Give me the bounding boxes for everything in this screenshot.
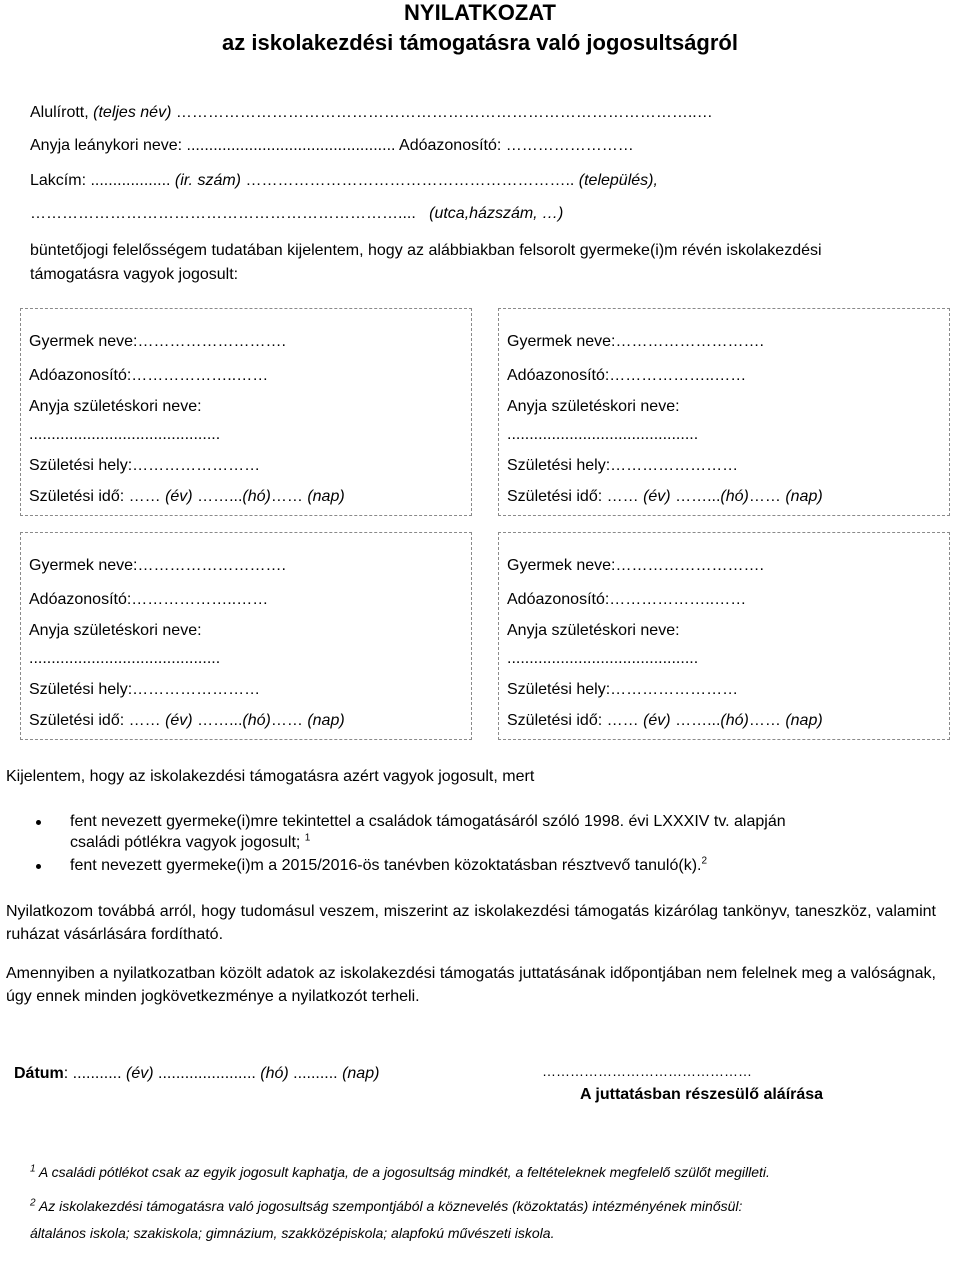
city-dots[interactable]: ……………………………………………………..: [245, 172, 575, 189]
date-month-hint: (hó): [255, 1065, 294, 1082]
child-name-row: [507, 557, 764, 575]
footnote-1-text: A családi pótlékot csak az egyik jogosult kaphatja, de a jogosultság mindkét, a feltételeknek megfelelő szülőt megilleti.: [35, 1164, 770, 1180]
date-colon: :: [63, 1065, 73, 1082]
child-day-dots[interactable]: ……: [748, 712, 781, 729]
child-name-dots[interactable]: :……………………….: [611, 333, 764, 350]
child-day-dots[interactable]: ……: [748, 488, 781, 505]
child-box-3: [20, 532, 472, 740]
address-line: [30, 172, 658, 190]
child-month-dots[interactable]: ……...: [197, 488, 243, 505]
street-dots[interactable]: ……………………………………………………………....: [30, 205, 416, 222]
reason-bullet2-text: fent nevezett gyermeke(i)m a 2015/2016-ös tanévben közoktatásban résztvevő tanuló(k).: [70, 857, 702, 874]
child-mother-dots[interactable]: ...........................................: [29, 426, 221, 443]
footnote-ref-1: 1: [304, 832, 311, 844]
child-birthplace-label: Születési hely:: [29, 457, 133, 474]
child-birthdate-row: [29, 712, 345, 730]
zip-dots[interactable]: ..................: [90, 172, 171, 189]
child-day-hint: (nap): [302, 488, 345, 505]
child-year-hint: (év): [160, 488, 198, 505]
child-year-hint: (év): [160, 712, 198, 729]
signer-line: [30, 104, 713, 122]
child-birthdate-row: [507, 712, 823, 730]
child-name-label: Gyermek neve: [507, 333, 612, 350]
signer-hint: (teljes név): [93, 104, 172, 121]
signature-dots[interactable]: ………………………………………: [542, 1063, 752, 1079]
child-tax-dots[interactable]: ………………..……: [609, 591, 747, 608]
child-birthdate-row: [29, 488, 345, 506]
declaration-line1: büntetőjogi felelősségem tudatában kijelentem, hogy az alábbiakban felsorolt gyermeke(i)m révén iskolakezdési: [30, 242, 822, 259]
document-title: NYILATKOZAT: [404, 0, 556, 25]
child-birthplace-dots[interactable]: ……………………: [610, 681, 739, 698]
child-birthplace-label: Születési hely:: [507, 681, 611, 698]
reason-bullet1-line2: [70, 834, 310, 852]
child-month-dots[interactable]: ……...: [197, 712, 243, 729]
child-tax-dots[interactable]: ………………..……: [131, 367, 269, 384]
child-box-1: [20, 308, 472, 516]
city-hint: (település),: [574, 172, 658, 189]
date-line: [14, 1065, 379, 1083]
child-birthdate-label: Születési idő:: [29, 488, 125, 505]
signer-dots[interactable]: ……………………………………………………………………………………..…: [171, 104, 713, 121]
child-tax-row: [29, 367, 268, 385]
child-mother-label: Anyja születéskori neve:: [507, 398, 680, 415]
footnote-ref-2: 2: [701, 855, 708, 867]
child-name-dots[interactable]: :……………………….: [133, 333, 286, 350]
child-tax-row: [507, 367, 746, 385]
date-year-dots[interactable]: ...........: [72, 1065, 122, 1082]
child-name-row: [29, 557, 286, 575]
mother-label: Anyja leánykori neve:: [30, 137, 187, 154]
street-line: [30, 205, 563, 223]
reason-bullet1-line1: fent nevezett gyermeke(i)mre tekintettel a családok támogatásáról szóló 1998. évi LXXXIV tv. alapján: [70, 813, 786, 830]
child-name-label: Gyermek neve: [29, 557, 134, 574]
declaration-line2: támogatásra vagyok jogosult:: [30, 266, 239, 283]
child-name-label: Gyermek neve: [29, 333, 134, 350]
child-month-hint: (hó): [242, 488, 271, 505]
child-mother-label: Anyja születéskori neve:: [29, 398, 202, 415]
child-year-hint: (év): [638, 712, 676, 729]
child-box-4: [498, 532, 950, 740]
child-name-dots[interactable]: :……………………….: [611, 557, 764, 574]
child-month-hint: (hó): [720, 712, 749, 729]
child-day-hint: (nap): [302, 712, 345, 729]
date-day-hint: (nap): [337, 1065, 380, 1082]
child-box-2: [498, 308, 950, 516]
child-mother-label: Anyja születéskori neve:: [507, 622, 680, 639]
child-birthdate-label: Születési idő:: [29, 712, 125, 729]
child-year-dots[interactable]: ……: [606, 712, 639, 729]
child-month-hint: (hó): [720, 488, 749, 505]
liability-paragraph: Amennyiben a nyilatkozatban közölt adatok az iskolakezdési támogatás juttatásának időpontjában nem felelnek meg a valóságnak, úgy ennek minden jogkövetkezménye a nyilatkozót terheli.: [6, 965, 936, 1005]
child-birthplace-label: Születési hely:: [507, 457, 611, 474]
child-year-dots[interactable]: ……: [128, 712, 161, 729]
signature-label: A juttatásban részesülő aláírása: [580, 1086, 824, 1103]
child-birthplace-dots[interactable]: ……………………: [132, 457, 261, 474]
mother-dots[interactable]: ...............................................: [186, 137, 396, 154]
footnote-2: [30, 1198, 742, 1214]
footnote-1: [30, 1164, 770, 1180]
child-year-hint: (év): [638, 488, 676, 505]
child-mother-dots[interactable]: ...........................................: [29, 650, 221, 667]
child-tax-label: Adóazonosító:: [507, 367, 610, 384]
child-name-row: [507, 333, 764, 351]
footnote-2-line2: általános iskola; szakiskola; gimnázium, szakközépiskola; alapfokú művészeti iskola.: [30, 1225, 555, 1241]
child-tax-row: [507, 591, 746, 609]
child-birthplace-row: [507, 681, 738, 699]
child-tax-row: [29, 591, 268, 609]
street-hint: (utca,házszám, …): [429, 205, 564, 222]
child-year-dots[interactable]: ……: [606, 488, 639, 505]
child-day-dots[interactable]: ……: [270, 712, 303, 729]
child-birthdate-row: [507, 488, 823, 506]
child-tax-label: Adóazonosító:: [29, 591, 132, 608]
child-tax-dots[interactable]: ………………..……: [609, 367, 747, 384]
child-birthdate-label: Születési idő:: [507, 712, 603, 729]
child-tax-label: Adóazonosító:: [29, 367, 132, 384]
child-name-dots[interactable]: :……………………….: [133, 557, 286, 574]
signer-label: Alulírott,: [30, 104, 94, 121]
address-label: Lakcím:: [30, 172, 91, 189]
usage-paragraph: Nyilatkozom továbbá arról, hogy tudomásul veszem, miszerint az iskolakezdési támogatás kizárólag tankönyv, taneszköz, valamint ruházat vásárlására fordítható.: [6, 903, 936, 943]
child-mother-dots[interactable]: ...........................................: [507, 426, 699, 443]
child-day-hint: (nap): [780, 488, 823, 505]
child-birthplace-label: Születési hely:: [29, 681, 133, 698]
child-month-dots[interactable]: ……...: [675, 712, 721, 729]
reason-bullet1-text: családi pótlékra vagyok jogosult;: [70, 834, 305, 851]
footnote-1-number: 1: [30, 1163, 36, 1175]
child-name-label: Gyermek neve: [507, 557, 612, 574]
child-mother-label: Anyja születéskori neve:: [29, 622, 202, 639]
tax-label: Adóazonosító:: [395, 137, 506, 154]
reason-bullet2: [70, 857, 707, 875]
child-mother-dots[interactable]: ...........................................: [507, 650, 699, 667]
document-subtitle: az iskolakezdési támogatásra való jogosultságról: [222, 30, 738, 55]
date-label: Dátum: [14, 1065, 64, 1082]
child-tax-dots[interactable]: ………………..……: [131, 591, 269, 608]
date-year-hint: (év): [121, 1065, 159, 1082]
mother-line: [30, 137, 634, 155]
child-birthplace-row: [29, 457, 260, 475]
date-month-dots[interactable]: ......................: [158, 1065, 256, 1082]
bullet-icon: [36, 820, 41, 825]
child-birthdate-label: Születési idő:: [507, 488, 603, 505]
zip-hint: (ir. szám): [170, 172, 246, 189]
child-birthplace-row: [29, 681, 260, 699]
child-month-hint: (hó): [242, 712, 271, 729]
child-name-row: [29, 333, 286, 351]
tax-dots[interactable]: ……………………: [505, 137, 634, 154]
child-birthplace-dots[interactable]: ……………………: [610, 457, 739, 474]
child-day-hint: (nap): [780, 712, 823, 729]
child-birthplace-dots[interactable]: ……………………: [132, 681, 261, 698]
child-year-dots[interactable]: ……: [128, 488, 161, 505]
bullet-icon: [36, 864, 41, 869]
child-month-dots[interactable]: ……...: [675, 488, 721, 505]
child-birthplace-row: [507, 457, 738, 475]
child-day-dots[interactable]: ……: [270, 488, 303, 505]
footnote-2-number: 2: [30, 1197, 36, 1209]
reason-intro: Kijelentem, hogy az iskolakezdési támogatásra azért vagyok jogosult, mert: [6, 768, 535, 785]
child-tax-label: Adóazonosító:: [507, 591, 610, 608]
date-day-dots[interactable]: ..........: [293, 1065, 338, 1082]
footnote-2-text: Az iskolakezdési támogatásra való jogosultság szempontjából a köznevelés (közoktatás) intézményének minősül:: [35, 1198, 743, 1214]
